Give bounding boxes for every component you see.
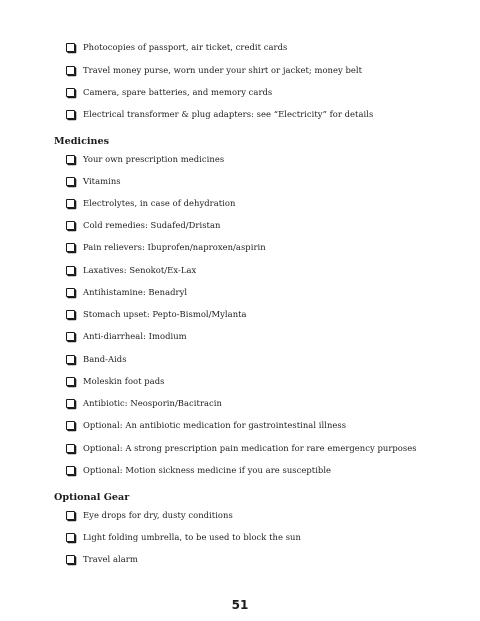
checkbox-icon[interactable] <box>66 88 75 97</box>
checklist-item <box>66 374 165 388</box>
checklist-item <box>66 552 138 566</box>
checklist-item <box>66 530 301 544</box>
page-number: 51 <box>231 598 249 612</box>
checklist-item <box>66 63 362 77</box>
checkbox-icon[interactable] <box>66 555 75 564</box>
checkbox-icon[interactable] <box>66 221 75 230</box>
checkbox-icon[interactable] <box>66 43 75 52</box>
checklist-item-label: Moleskin foot pads <box>83 376 165 386</box>
checklist-item <box>66 418 346 432</box>
checklist-item <box>66 85 272 99</box>
checklist-item <box>66 196 235 210</box>
checklist-item <box>66 40 287 54</box>
checklist-item <box>66 174 121 188</box>
checklist-item-label: Your own prescription medicines <box>83 154 225 164</box>
checklist-item-label: Light folding umbrella, to be used to block the sun <box>83 532 301 542</box>
checkbox-icon[interactable] <box>66 177 75 186</box>
checkbox-icon[interactable] <box>66 332 75 341</box>
checklist-item <box>66 285 187 299</box>
checkbox-icon[interactable] <box>66 199 75 208</box>
checkbox-icon[interactable] <box>66 511 75 520</box>
section-heading-optional-gear: Optional Gear <box>54 492 130 503</box>
checkbox-icon[interactable] <box>66 288 75 297</box>
checklist-item <box>66 396 222 410</box>
checklist-item-label: Cold remedies: Sudafed/Dristan <box>83 220 221 230</box>
checkbox-icon[interactable] <box>66 533 75 542</box>
checklist-item <box>66 218 220 232</box>
checklist-item <box>66 152 224 166</box>
section-heading-medicines: Medicines <box>54 136 110 147</box>
checklist-item-label: Optional: Motion sickness medicine if you are susceptible <box>83 465 332 475</box>
checkbox-icon[interactable] <box>66 155 75 164</box>
checkbox-icon[interactable] <box>66 110 75 119</box>
checklist-item-label: Electrical transformer & plug adapters: see “Electricity” for details <box>83 109 374 119</box>
checklist-item <box>66 463 331 477</box>
checkbox-icon[interactable] <box>66 421 75 430</box>
checklist-item <box>66 441 417 455</box>
checklist-item-label: Travel alarm <box>83 554 138 564</box>
checklist-item <box>66 352 127 366</box>
checklist-item-label: Vitamins <box>83 176 121 186</box>
checklist-item-label: Anti-diarrheal: Imodium <box>83 331 187 341</box>
checklist-item <box>66 240 266 254</box>
checklist-item-label: Eye drops for dry, dusty conditions <box>83 510 233 520</box>
checklist-item-label: Pain relievers: Ibuprofen/naproxen/aspirin <box>83 242 266 252</box>
checklist-item-label: Travel money purse, worn under your shirt or jacket; money belt <box>83 65 363 75</box>
checklist-item-label: Optional: A strong prescription pain medication for rare emergency purposes <box>83 443 417 453</box>
checklist-item-label: Photocopies of passport, air ticket, credit cards <box>83 42 288 52</box>
checklist-item <box>66 508 233 522</box>
checklist-item-label: Laxatives: Senokot/Ex-Lax <box>83 265 197 275</box>
checklist-item <box>66 329 187 343</box>
checklist-item-label: Electrolytes, in case of dehydration <box>83 198 236 208</box>
checklist-item-label: Stomach upset: Pepto-Bismol/Mylanta <box>83 309 247 319</box>
checklist-item-label: Antibiotic: Neosporin/Bacitracin <box>83 398 222 408</box>
checklist-item <box>66 263 196 277</box>
checklist-item <box>66 107 373 121</box>
checkbox-icon[interactable] <box>66 355 75 364</box>
checkbox-icon[interactable] <box>66 399 75 408</box>
checkbox-icon[interactable] <box>66 444 75 453</box>
checklist-item-label: Band-Aids <box>83 354 127 364</box>
checkbox-icon[interactable] <box>66 310 75 319</box>
checkbox-icon[interactable] <box>66 243 75 252</box>
checkbox-icon[interactable] <box>66 377 75 386</box>
checklist-item-label: Optional: An antibiotic medication for gastrointestinal illness <box>83 420 347 430</box>
checkbox-icon[interactable] <box>66 266 75 275</box>
checkbox-icon[interactable] <box>66 466 75 475</box>
checklist-item-label: Antihistamine: Benadryl <box>83 287 188 297</box>
checklist-item <box>66 307 247 321</box>
checkbox-icon[interactable] <box>66 66 75 75</box>
checklist-item-label: Camera, spare batteries, and memory cards <box>83 87 273 97</box>
